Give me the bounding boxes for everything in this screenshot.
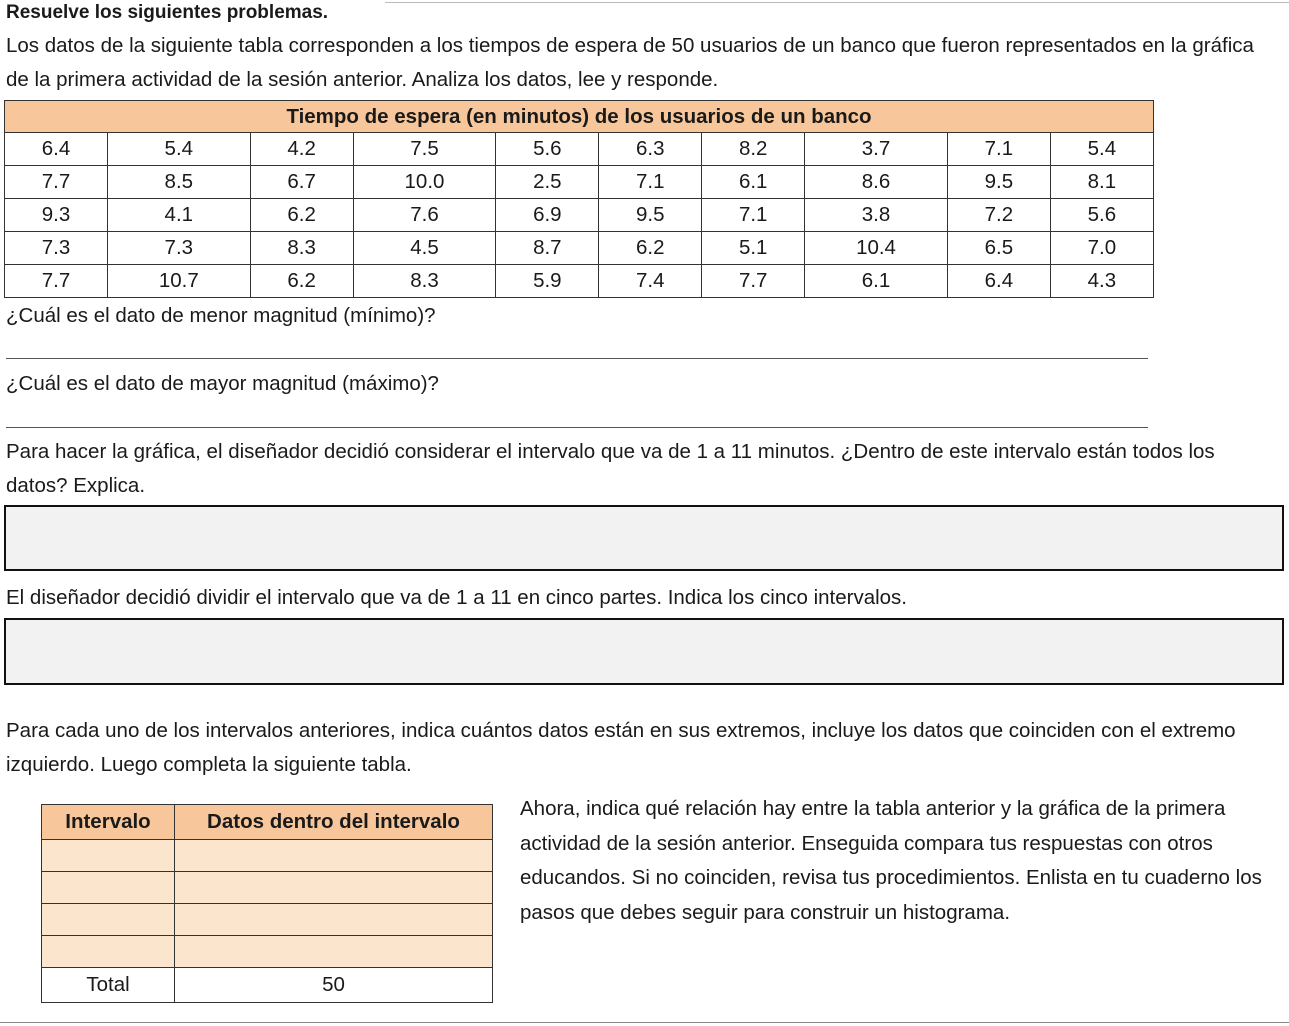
data-cell: 10.4 <box>805 232 948 265</box>
data-cell: 6.9 <box>496 199 599 232</box>
data-cell: 6.4 <box>947 265 1050 298</box>
data-cell: 6.1 <box>702 166 805 199</box>
data-row <box>5 166 1154 199</box>
data-cell: 9.5 <box>599 199 702 232</box>
data-cell: 7.6 <box>353 199 496 232</box>
freq-row <box>42 904 493 936</box>
data-cell: 6.7 <box>250 166 353 199</box>
freq-header-interval: Intervalo <box>42 805 175 840</box>
data-cell: 7.2 <box>947 199 1050 232</box>
answer-line-min[interactable] <box>6 358 1148 359</box>
data-cell: 6.2 <box>250 265 353 298</box>
data-cell: 4.3 <box>1050 265 1153 298</box>
data-cell: 9.3 <box>5 199 108 232</box>
frequency-table <box>41 804 493 1003</box>
data-cell: 6.2 <box>599 232 702 265</box>
total-label: Total <box>42 968 175 1003</box>
data-cell: 7.3 <box>107 232 250 265</box>
question-max: ¿Cuál es el dato de mayor magnitud (máximo)? <box>6 372 439 395</box>
page-title: Resuelve los siguientes problemas. <box>6 2 329 23</box>
data-cell: 9.5 <box>947 166 1050 199</box>
question-count: Para cada uno de los intervalos anteriores, indica cuántos datos están en sus extremos, incluye los datos que coinciden con el extremo izquierdo. Luego completa la siguiente tabla. <box>6 719 1236 776</box>
data-table-header: Tiempo de espera (en minutos) de los usuarios de un banco <box>5 101 1154 133</box>
data-cell: 5.9 <box>496 265 599 298</box>
data-cell: 2.5 <box>496 166 599 199</box>
count-cell[interactable] <box>175 840 493 872</box>
question-relation: Ahora, indica qué relación hay entre la tabla anterior y la gráfica de la primera actividad de la sesión anterior. Enseguida compara tus respuestas con otros educandos. Si no coinciden, revisa tus procedimientos. Enlista en tu cuaderno los pasos que debes seguir para construir un histograma. <box>520 797 1262 924</box>
data-cell: 7.7 <box>702 265 805 298</box>
data-cell: 7.1 <box>947 133 1050 166</box>
question-interval: Para hacer la gráfica, el diseñador decidió considerar el intervalo que va de 1 a 11 minutos. ¿Dentro de este intervalo están todos los datos? Explica. <box>6 440 1215 497</box>
data-cell: 7.0 <box>1050 232 1153 265</box>
count-cell[interactable] <box>175 936 493 968</box>
data-cell: 5.1 <box>702 232 805 265</box>
data-row <box>5 133 1154 166</box>
freq-row <box>42 936 493 968</box>
data-cell: 5.6 <box>496 133 599 166</box>
data-cell: 8.3 <box>250 232 353 265</box>
data-cell: 10.0 <box>353 166 496 199</box>
data-cell: 4.2 <box>250 133 353 166</box>
question-min: ¿Cuál es el dato de menor magnitud (mínimo)? <box>6 304 436 327</box>
data-cell: 4.1 <box>107 199 250 232</box>
data-cell: 8.6 <box>805 166 948 199</box>
data-row <box>5 232 1154 265</box>
data-cell: 6.4 <box>5 133 108 166</box>
data-cell: 3.7 <box>805 133 948 166</box>
freq-header-count: Datos dentro del intervalo <box>175 805 493 840</box>
data-cell: 5.6 <box>1050 199 1153 232</box>
interval-cell[interactable] <box>42 904 175 936</box>
interval-cell[interactable] <box>42 872 175 904</box>
data-row <box>5 199 1154 232</box>
data-cell: 6.2 <box>250 199 353 232</box>
data-cell: 3.8 <box>805 199 948 232</box>
data-cell: 7.3 <box>5 232 108 265</box>
data-cell: 6.1 <box>805 265 948 298</box>
intro-paragraph: Los datos de la siguiente tabla corresponden a los tiempos de espera de 50 usuarios de un banco que fueron representados en la gráfica de la primera actividad de la sesión anterior. Analiza los datos, lee y responde. <box>6 34 1254 91</box>
bottom-rule <box>0 1022 1289 1023</box>
data-cell: 5.4 <box>1050 133 1153 166</box>
data-cell: 8.5 <box>107 166 250 199</box>
data-cell: 8.2 <box>702 133 805 166</box>
data-cell: 8.3 <box>353 265 496 298</box>
data-cell: 7.1 <box>599 166 702 199</box>
top-rule <box>385 2 1289 3</box>
data-cell: 7.5 <box>353 133 496 166</box>
data-cell: 7.7 <box>5 166 108 199</box>
data-table-body <box>5 133 1154 298</box>
data-cell: 8.1 <box>1050 166 1153 199</box>
interval-cell[interactable] <box>42 840 175 872</box>
count-cell[interactable] <box>175 904 493 936</box>
data-cell: 10.7 <box>107 265 250 298</box>
data-row <box>5 265 1154 298</box>
data-cell: 6.3 <box>599 133 702 166</box>
data-cell: 7.4 <box>599 265 702 298</box>
freq-row <box>42 840 493 872</box>
count-cell[interactable] <box>175 872 493 904</box>
data-table <box>4 100 1154 298</box>
interval-cell[interactable] <box>42 936 175 968</box>
answer-box-interval[interactable] <box>4 505 1284 571</box>
data-cell: 8.7 <box>496 232 599 265</box>
data-cell: 7.7 <box>5 265 108 298</box>
data-cell: 5.4 <box>107 133 250 166</box>
data-cell: 4.5 <box>353 232 496 265</box>
data-cell: 7.1 <box>702 199 805 232</box>
freq-total-row <box>42 968 493 1003</box>
total-value: 50 <box>175 968 493 1003</box>
data-cell: 6.5 <box>947 232 1050 265</box>
freq-row <box>42 872 493 904</box>
question-five-intervals: El diseñador decidió dividir el intervalo que va de 1 a 11 en cinco partes. Indica los cinco intervalos. <box>6 586 907 609</box>
answer-box-five-intervals[interactable] <box>4 618 1284 685</box>
answer-line-max[interactable] <box>6 427 1148 428</box>
